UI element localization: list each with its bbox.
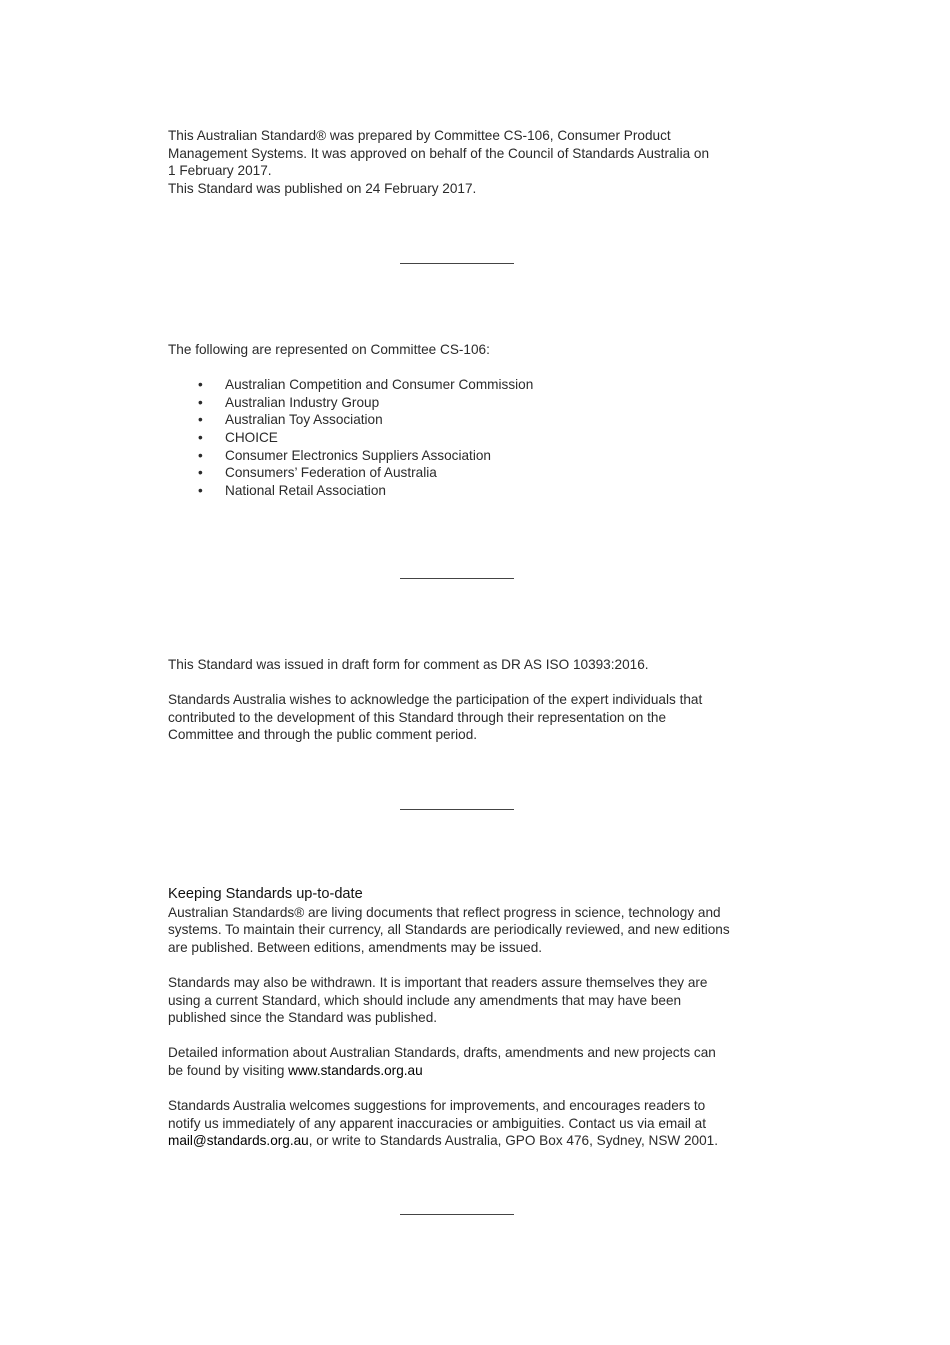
publication-date-line: This Standard was published on 24 February 2017.	[168, 180, 477, 196]
section-divider	[400, 263, 514, 264]
list-item: • Australian Competition and Consumer Commission	[198, 377, 534, 393]
section-heading: Keeping Standards up-to-date	[168, 886, 363, 902]
paragraph-line: be found by visiting www.standards.org.au	[168, 1062, 423, 1078]
committee-intro: The following are represented on Committee CS-106:	[168, 342, 490, 357]
bullet-icon: •	[198, 377, 203, 393]
paragraph-line: Australian Standards® are living documents that reflect progress in science, technology and	[168, 904, 721, 920]
bullet-icon: •	[198, 394, 203, 410]
website-link[interactable]: www.standards.org.au	[288, 1062, 423, 1078]
committee-member-list	[168, 376, 768, 499]
section-divider	[400, 1214, 514, 1215]
paragraph-line: published since the Standard was published.	[168, 1010, 438, 1026]
bullet-icon: •	[198, 482, 203, 498]
paragraph-line: are published. Between editions, amendments may be issued.	[168, 939, 543, 955]
paragraph-line: mail@standards.org.au, or write to Standards Australia, GPO Box 476, Sydney, NSW 2001.	[168, 1133, 719, 1149]
draft-section	[168, 656, 768, 744]
list-item: • Consumer Electronics Suppliers Association	[198, 447, 491, 463]
committee-section	[168, 341, 768, 499]
list-item: • Consumers’ Federation of Australia	[198, 465, 437, 481]
preparation-line: 1 February 2017.	[168, 163, 272, 179]
keeping-standards-section	[168, 886, 768, 1150]
preparation-line: This Australian Standard® was prepared by Committee CS-106, Consumer Product	[168, 128, 671, 143]
list-item: • Australian Industry Group	[198, 394, 380, 410]
acknowledgement-line: Standards Australia wishes to acknowledge the participation of the expert individuals that	[168, 692, 703, 708]
list-item: • Australian Toy Association	[198, 412, 383, 428]
paragraph-line: systems. To maintain their currency, all Standards are periodically reviewed, and new editions	[168, 922, 730, 938]
bullet-icon: •	[198, 412, 203, 428]
list-item: • National Retail Association	[198, 482, 386, 498]
acknowledgement-line: Committee and through the public comment period.	[168, 727, 478, 743]
draft-statement: This Standard was issued in draft form for comment as DR AS ISO 10393:2016.	[168, 657, 649, 672]
paragraph-line: Standards Australia welcomes suggestions for improvements, and encourages readers to	[168, 1098, 706, 1114]
bullet-icon: •	[198, 429, 203, 445]
paragraph-line: Standards may also be withdrawn. It is important that readers assure themselves they are	[168, 974, 708, 990]
section-divider	[400, 809, 514, 810]
paragraph-line: using a current Standard, which should include any amendments that may have been	[168, 992, 682, 1008]
paragraph-line: Detailed information about Australian Standards, drafts, amendments and new projects can	[168, 1045, 716, 1061]
section-divider	[400, 578, 514, 579]
list-item: • CHOICE	[198, 429, 278, 445]
paragraph-line: notify us immediately of any apparent inaccuracies or ambiguities. Contact us via email at	[168, 1115, 706, 1131]
preparation-line: Management Systems. It was approved on behalf of the Council of Standards Australia on	[168, 145, 710, 161]
acknowledgement-line: contributed to the development of this Standard through their representation on the	[168, 709, 667, 725]
email-link[interactable]: mail@standards.org.au	[168, 1133, 309, 1149]
bullet-icon: •	[198, 465, 203, 481]
bullet-icon: •	[198, 447, 203, 463]
preparation-section	[168, 127, 768, 197]
